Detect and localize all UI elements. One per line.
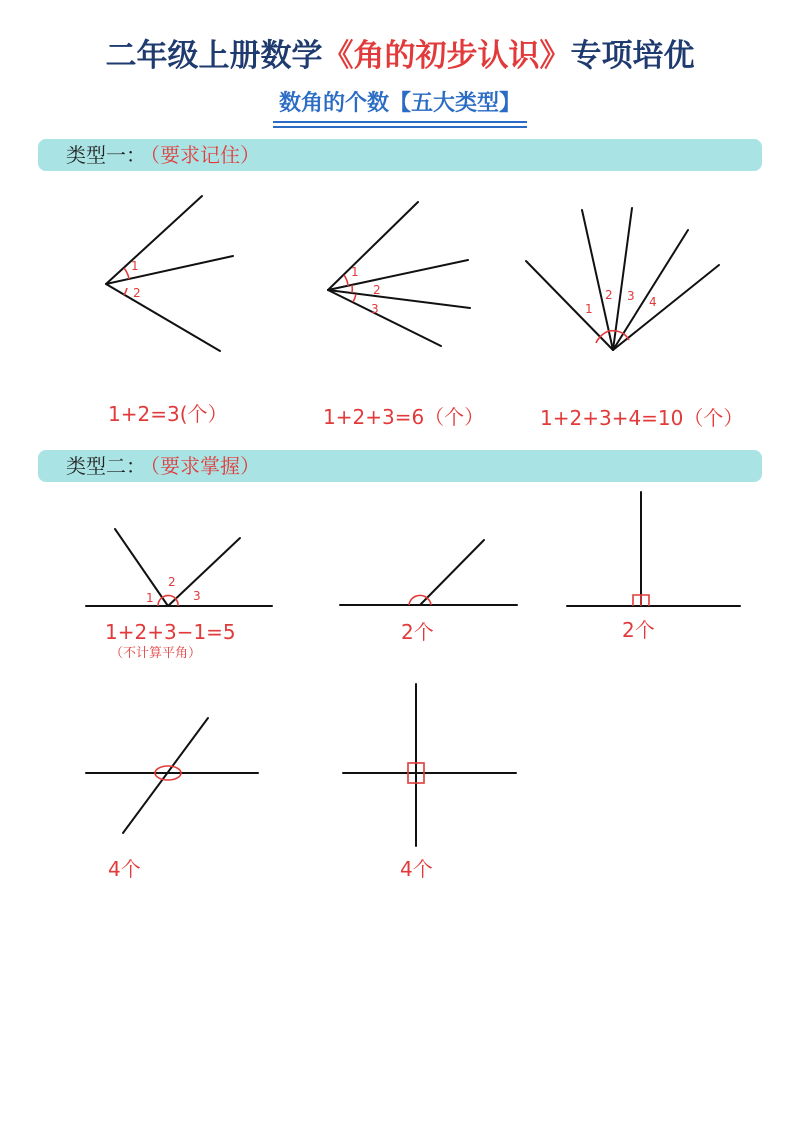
formula-two-angles: 1+2=3(个） — [108, 402, 228, 426]
formula-line-two-rays: 1+2+3−1=5 — [105, 620, 236, 644]
formula-four-angles: 1+2+3+4=10（个） — [540, 406, 744, 430]
title-pre: 二年级上册数学 — [105, 38, 323, 74]
figure-two-angles — [106, 196, 233, 351]
figure-line-with-two-rays — [86, 529, 272, 606]
figure-perpendicular-ray — [567, 492, 740, 606]
formula-line-one-ray: 2个 — [401, 620, 434, 644]
section-requirement: （要求掌握） — [150, 454, 260, 478]
figure-three-angles — [328, 202, 470, 346]
angle-number: 1 — [131, 259, 139, 273]
angle-number: 1 — [351, 265, 359, 279]
angle-number: 3 — [193, 589, 201, 603]
section-requirement: （要求记住） — [150, 143, 260, 167]
figure-perpendicular-lines — [343, 684, 516, 846]
section-label: 类型二： — [66, 454, 146, 478]
angle-number: 1 — [585, 302, 593, 316]
formula-intersecting-lines: 4个 — [108, 857, 141, 881]
title-book: 《角的初步认识》 — [322, 38, 571, 74]
section-label: 类型一： — [66, 143, 146, 167]
note-no-straight-angle: （不计算平角） — [110, 646, 202, 661]
title-post: 专项培优 — [570, 38, 695, 74]
figure-four-angles — [526, 208, 719, 350]
angle-number: 2 — [168, 575, 176, 589]
angle-number: 1 — [146, 591, 154, 605]
angle-number: 2 — [373, 283, 381, 297]
figure-intersecting-lines — [86, 718, 258, 833]
angle-number: 2 — [605, 288, 613, 302]
figure-line-with-one-ray — [340, 540, 517, 605]
subtitle-text: 数角的个数【五大类型】 — [273, 86, 527, 123]
angle-number-labels — [131, 259, 657, 605]
angle-number: 3 — [371, 302, 379, 316]
angle-number: 3 — [627, 289, 635, 303]
angle-number: 2 — [133, 286, 141, 300]
formula-three-angles: 1+2+3=6（个） — [323, 405, 485, 429]
angle-number: 4 — [649, 295, 657, 309]
formula-perpendicular-ray: 2个 — [622, 618, 655, 642]
formula-perpendicular-lines: 4个 — [400, 857, 433, 881]
